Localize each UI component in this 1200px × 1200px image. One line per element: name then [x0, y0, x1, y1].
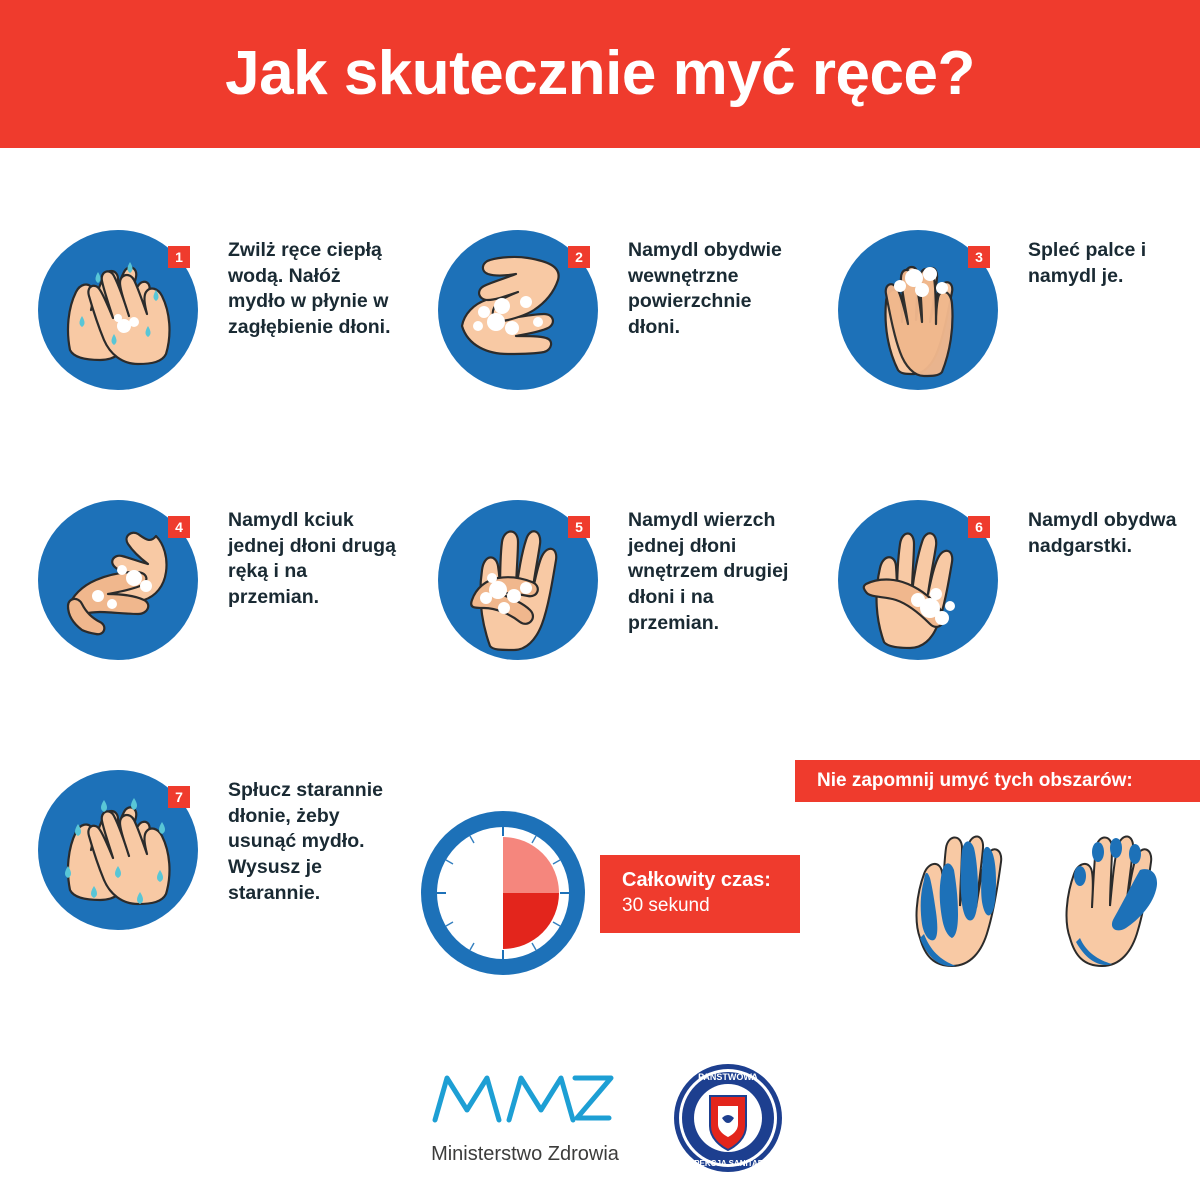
steps-row — [0, 480, 1200, 750]
step-1 — [0, 210, 400, 480]
step-4-text: Namydl kciuk jednej dłoni drugą ręką i na przemian. — [228, 509, 396, 609]
total-time-badge — [600, 855, 800, 933]
step-1-text: Zwilż ręce ciepłą wodą. Nałóż mydło w płynie w zagłębienie dłoni. — [228, 239, 391, 339]
missed-areas-illustration — [890, 810, 1190, 1025]
step-6 — [800, 480, 1200, 750]
timer-clock — [418, 808, 588, 978]
sanitary-inspection-logo — [672, 1062, 784, 1179]
step-5-text: Namydl wierzch jednej dłoni wnętrzem drugiej dłoni i na przemian. — [628, 509, 789, 634]
total-time-label: Całkowity czas: — [622, 869, 771, 891]
step-1-number: 1 — [168, 246, 190, 268]
step-2-number: 2 — [568, 246, 590, 268]
step-5-number: 5 — [568, 516, 590, 538]
ministry-name: Ministerstwo Zdrowia — [431, 1143, 619, 1165]
areas-banner: Nie zapomnij umyć tych obszarów: — [795, 760, 1200, 802]
page-title: Jak skutecznie myć ręce? — [225, 39, 975, 108]
step-4-number: 4 — [168, 516, 190, 538]
step-3-number: 3 — [968, 246, 990, 268]
step-3-text: Spleć palce i namydl je. — [1028, 239, 1147, 287]
total-time-value: 30 sekund — [622, 895, 710, 916]
step-6-number: 6 — [968, 516, 990, 538]
step-7-number: 7 — [168, 786, 190, 808]
steps-row — [0, 210, 1200, 480]
step-6-text: Namydl obydwa nadgarstki. — [1028, 509, 1177, 557]
step-2-text: Namydl obydwie wewnętrzne powierzchnie dłoni. — [628, 239, 782, 339]
page-header — [0, 0, 1200, 148]
pis-bottom-text: INSPEKCJA SANITARNA — [680, 1159, 776, 1168]
ministry-logo — [405, 1058, 645, 1166]
step-3 — [800, 210, 1200, 480]
pis-top-text: PAŃSTWOWA — [698, 1072, 758, 1082]
step-7-text: Spłucz starannie dłonie, żeby usunąć mydło. Wysusz je starannie. — [228, 779, 383, 904]
step-2 — [400, 210, 800, 480]
step-5 — [400, 480, 800, 750]
footer — [0, 1040, 1200, 1200]
step-4 — [0, 480, 400, 750]
